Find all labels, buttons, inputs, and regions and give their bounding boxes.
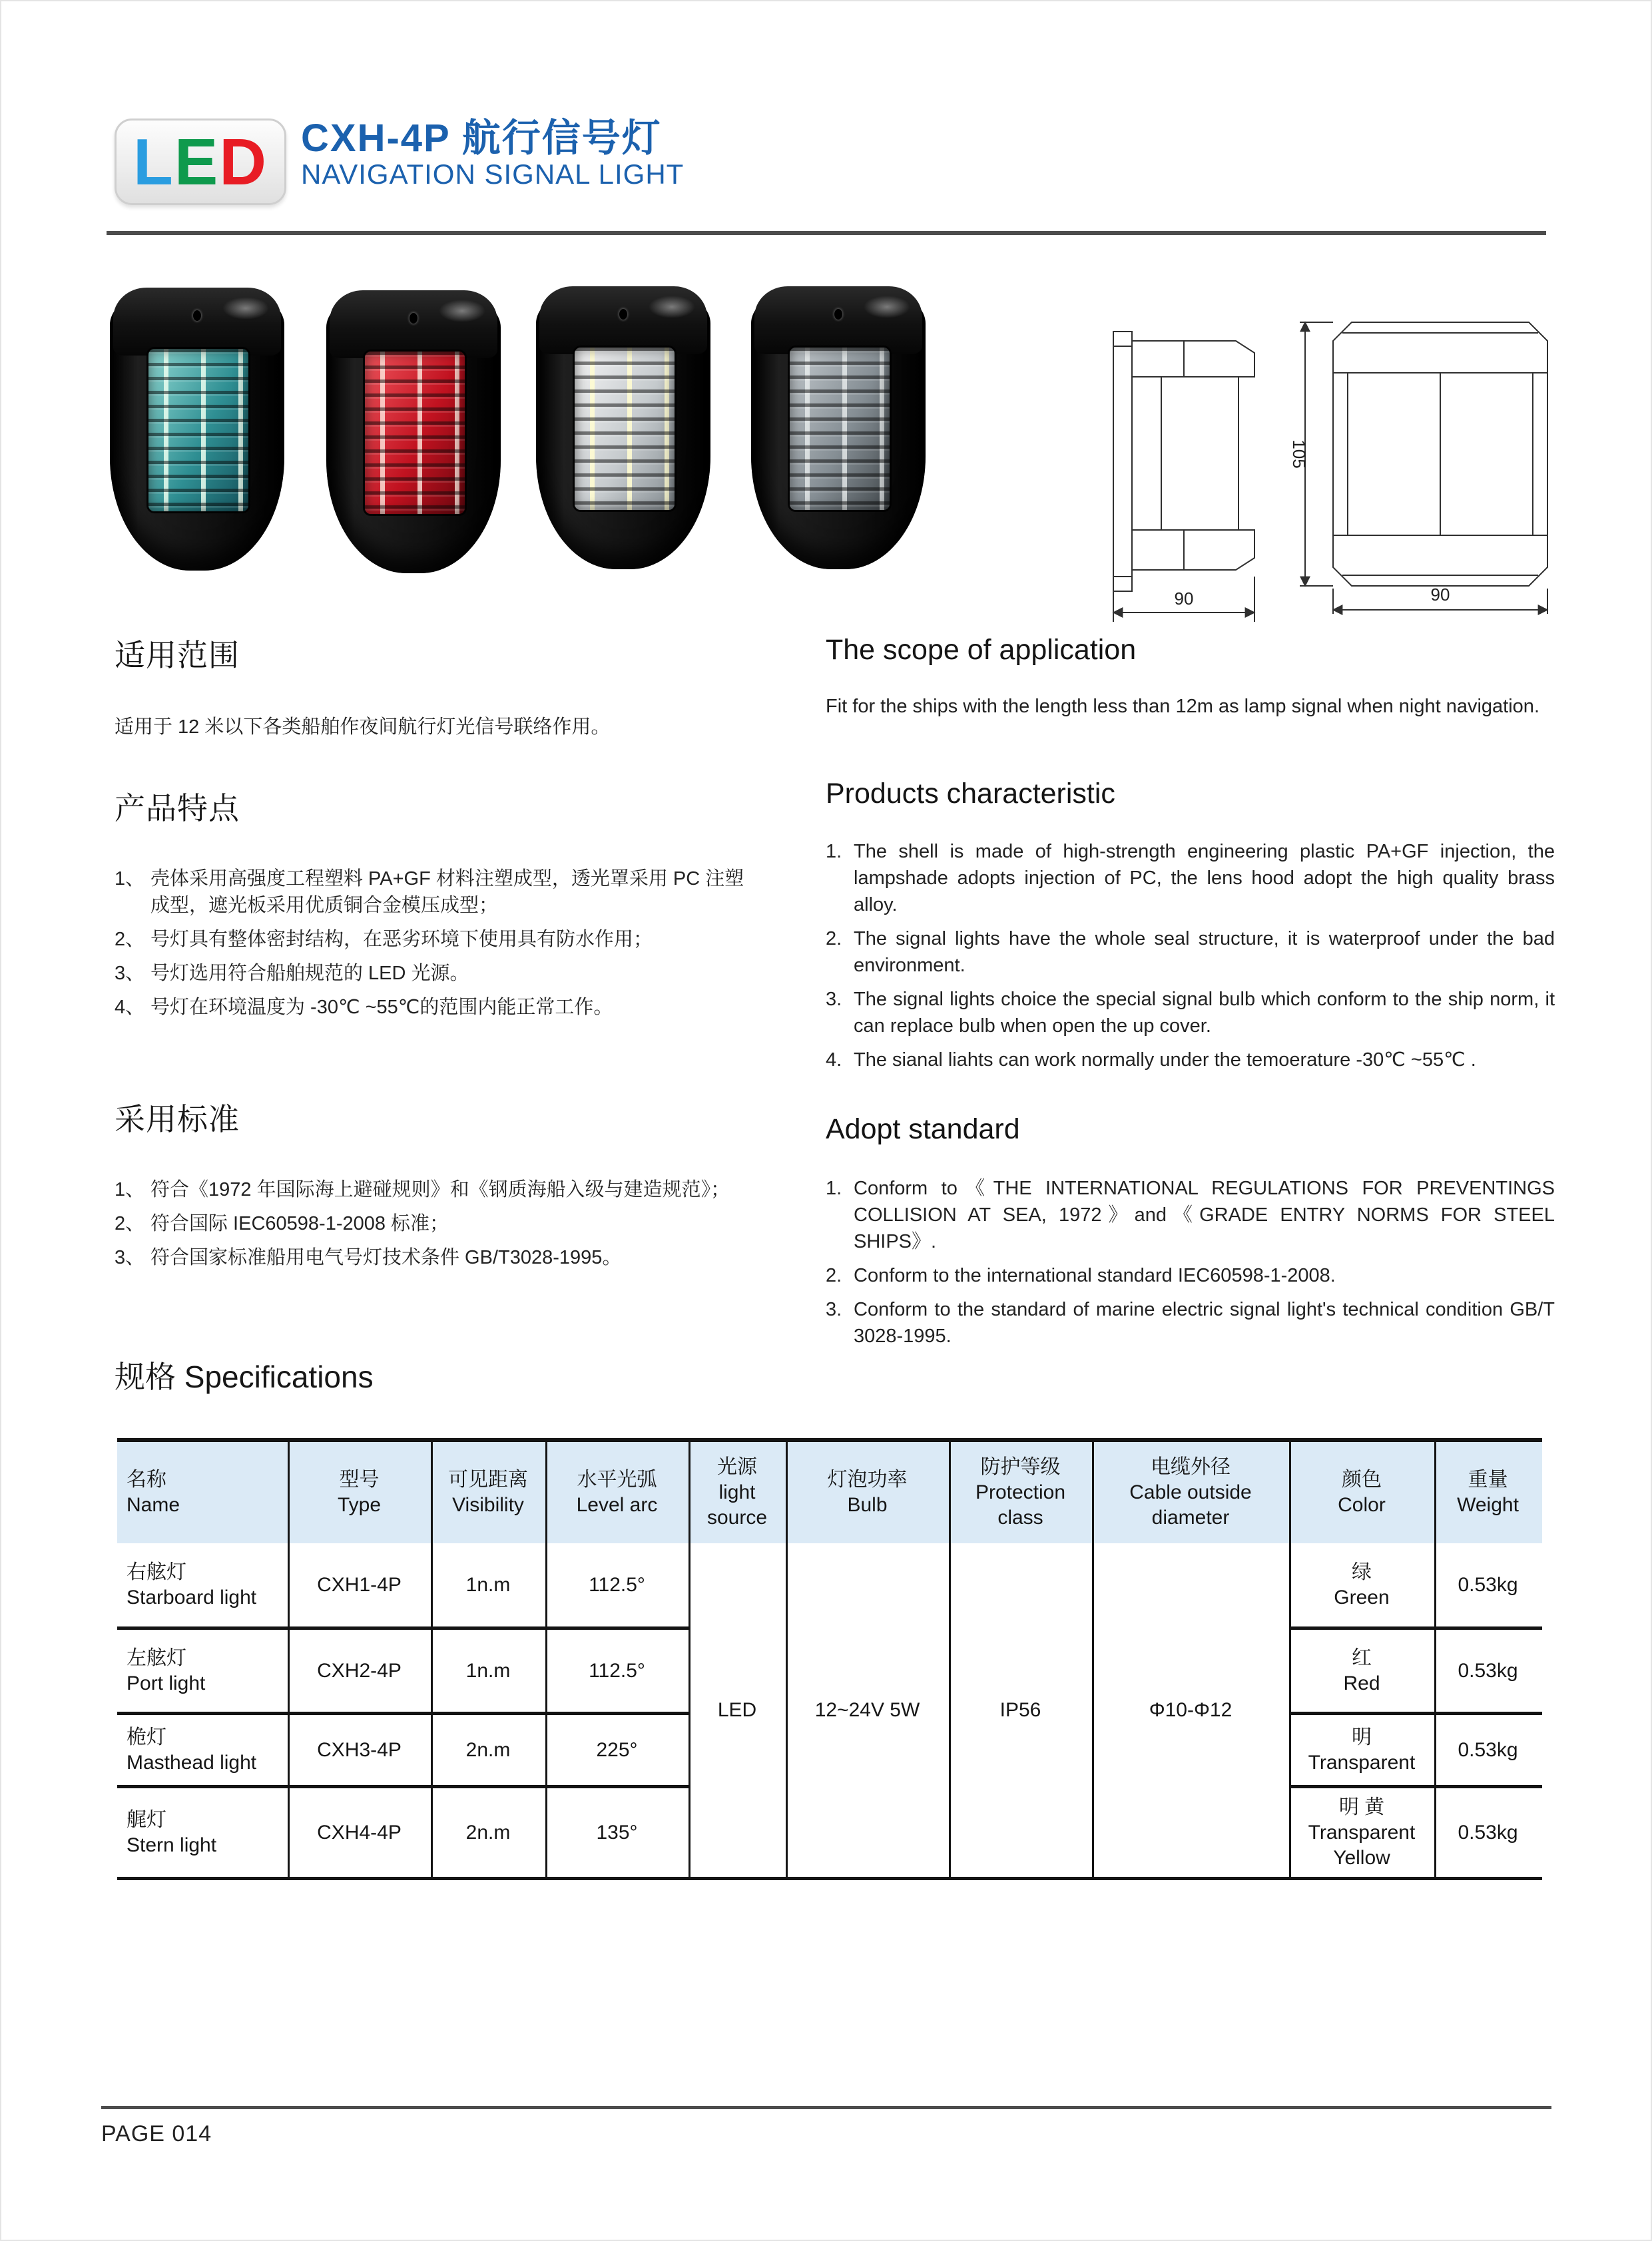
section-scope-en	[826, 634, 1555, 720]
name-en: Port light	[127, 1672, 206, 1694]
features-en-title: Products characteristic	[826, 778, 1115, 810]
scope-zh-body: 适用于 12 米以下各类船舶作夜间航行灯光信号联络作用。	[115, 716, 611, 738]
col-header-en: Protection class	[975, 1481, 1066, 1529]
item-text: Conform to《THE INTERNATIONAL REGULATIONS FOR PREVENTINGS COLLISION AT SEA, 1972》and《GRADE ENTRY NORMS FOR STEEL SHIPS》.	[854, 1178, 1555, 1252]
col-header-weight	[1436, 1442, 1539, 1543]
item-number: 2.	[826, 1265, 842, 1286]
col-header-en: Weight	[1457, 1494, 1519, 1516]
cell-arc-row2: 225°	[596, 1738, 638, 1761]
color-zh: 绿	[1352, 1561, 1372, 1583]
features-en-item	[826, 925, 1555, 979]
col-header-zh: 灯泡功率	[827, 1469, 908, 1491]
footer-divider	[101, 2106, 1551, 2109]
cell-color-row2	[1291, 1715, 1432, 1785]
lamp-screw	[834, 309, 842, 320]
item-text: 号灯具有整体密封结构，在恶劣环境下使用具有防水作用；	[150, 929, 653, 950]
cell-name-row2	[127, 1715, 284, 1785]
standards-zh-item	[115, 1244, 757, 1271]
header-divider	[107, 231, 1546, 235]
features-zh-item	[115, 994, 757, 1021]
name-en: Stern light	[127, 1834, 217, 1856]
features-zh-item	[115, 926, 757, 953]
section-scope-zh	[115, 631, 757, 740]
item-text: 符合国际 IEC60598-1-2008 标准；	[150, 1213, 449, 1234]
item-text: 符合《1972 年国际海上避碰规则》和《钢质海船入级与建造规范》；	[150, 1179, 730, 1200]
color-en: Transparent	[1308, 1751, 1416, 1774]
cell-type-row2: CXH3-4P	[317, 1738, 402, 1761]
item-number: 3、	[115, 1247, 145, 1268]
features-zh-item	[115, 866, 757, 919]
color-en: Green	[1334, 1586, 1390, 1609]
cell-color-row0	[1291, 1543, 1432, 1626]
cell-bulb-merged: 12~24V 5W	[814, 1698, 920, 1721]
item-number: 2、	[115, 929, 145, 950]
col-header-zh: 重量	[1468, 1469, 1508, 1491]
col-header-en: light source	[706, 1481, 768, 1529]
item-number: 2.	[826, 928, 842, 949]
color-zh: 明	[1352, 1726, 1372, 1748]
section-features-zh	[115, 784, 757, 1028]
lamp-lens-red	[365, 352, 465, 514]
item-text: The signal lights choice the special signal bulb which conform to the ship norm, it can replace bulb when open the up cover.	[854, 989, 1555, 1037]
scope-en-title: The scope of application	[826, 634, 1137, 666]
photo-port-light	[326, 290, 501, 573]
standards-en-item	[826, 1262, 1555, 1289]
cell-arc-row3: 135°	[596, 1821, 638, 1844]
dim-side-width: 90	[1174, 589, 1194, 609]
item-text: Conform to the standard of marine electric signal light's technical condition GB/T 3028-1995.	[854, 1299, 1555, 1347]
led-logo-letter-d: D	[219, 125, 268, 198]
color-en: Red	[1343, 1672, 1380, 1694]
section-standards-zh	[115, 1095, 757, 1278]
name-en: Masthead light	[127, 1751, 257, 1774]
lamp-cap	[754, 286, 922, 354]
col-header-zh: 型号	[339, 1469, 380, 1491]
col-header-en: Name	[127, 1494, 180, 1516]
standards-en-item	[826, 1175, 1555, 1255]
lamp-lens-green	[148, 349, 248, 511]
led-logo-letter-e: E	[174, 125, 220, 198]
cell-cable-merged: Φ10-Φ12	[1149, 1698, 1233, 1721]
photo-starboard-light	[110, 288, 284, 571]
col-header-zh: 电缆外径	[1151, 1456, 1231, 1478]
item-number: 1.	[826, 1178, 842, 1199]
item-text: 号灯选用符合船舶规范的 LED 光源。	[150, 963, 469, 984]
standards-zh-item	[115, 1210, 757, 1237]
col-header-zh: 水平光弧	[577, 1469, 657, 1491]
col-header-visibility	[433, 1442, 543, 1543]
col-header-color	[1291, 1442, 1432, 1543]
features-en-item	[826, 838, 1555, 918]
cell-name-row1	[127, 1630, 284, 1712]
color-zh: 明 黄	[1338, 1796, 1385, 1818]
standards-en-title: Adopt standard	[826, 1113, 1020, 1145]
cell-protection-merged: IP56	[999, 1698, 1041, 1721]
cell-weight-row0: 0.53kg	[1458, 1573, 1518, 1596]
col-header-zh: 光源	[717, 1456, 757, 1478]
cell-color-row1	[1291, 1630, 1432, 1712]
name-en: Starboard light	[127, 1586, 257, 1609]
item-number: 4、	[115, 997, 145, 1018]
specifications-title: 规格 Specifications	[115, 1360, 374, 1394]
lamp-screw	[193, 310, 201, 321]
table-bottom-border	[117, 1877, 1542, 1880]
item-text: The sianal liahts can work normally under the temoerature -30℃ ~55℃ .	[854, 1049, 1476, 1071]
col-header-protection	[951, 1442, 1090, 1543]
col-header-zh: 颜色	[1342, 1469, 1382, 1491]
item-text: 号灯在环境温度为 -30℃ ~55℃的范围内能正常工作。	[150, 997, 613, 1018]
name-zh: 艉灯	[127, 1808, 166, 1831]
cell-visibility-row2: 2n.m	[465, 1738, 511, 1761]
item-number: 2、	[115, 1213, 145, 1234]
features-zh-item	[115, 960, 757, 987]
drawing-side-view	[1105, 312, 1285, 638]
col-header-en: Bulb	[847, 1494, 888, 1516]
item-number: 1、	[115, 868, 145, 889]
lamp-lens-smoky	[790, 348, 890, 510]
features-en-item	[826, 986, 1555, 1039]
dim-front-width: 90	[1430, 585, 1450, 605]
color-zh: 红	[1352, 1646, 1372, 1669]
specifications-table	[117, 1438, 1542, 1880]
col-header-level-arc	[547, 1442, 687, 1543]
scope-zh-title: 适用范围	[115, 638, 240, 672]
cell-weight-row2: 0.53kg	[1458, 1738, 1518, 1761]
cell-weight-row3: 0.53kg	[1458, 1821, 1518, 1844]
item-text: Conform to the international standard IEC60598-1-2008.	[854, 1265, 1336, 1286]
item-text: 符合国家标准船用电气号灯技术条件 GB/T3028-1995。	[150, 1247, 622, 1268]
item-text: The shell is made of high-strength engineering plastic PA+GF injection, the lampshade adopts injection of PC, the lens hood adopt the high quality brass alloy.	[854, 841, 1555, 915]
col-header-light-source	[690, 1442, 784, 1543]
cell-visibility-row0: 1n.m	[465, 1573, 511, 1596]
page-title-zh: CXH-4P 航行信号灯	[301, 117, 662, 160]
cell-arc-row0: 112.5°	[589, 1573, 645, 1596]
dim-front-height: 105	[1289, 439, 1309, 469]
col-header-zh: 防护等级	[980, 1456, 1061, 1478]
cell-visibility-row3: 2n.m	[465, 1821, 511, 1844]
section-features-en	[826, 778, 1555, 1081]
cell-type-row3: CXH4-4P	[317, 1821, 402, 1844]
name-zh: 右舷灯	[127, 1561, 186, 1583]
lamp-cap	[539, 286, 707, 354]
col-header-en: Level arc	[576, 1494, 658, 1516]
cell-color-row3	[1291, 1788, 1432, 1877]
cell-name-row0	[127, 1543, 284, 1626]
col-header-en: Type	[337, 1494, 382, 1516]
led-logo-letter-l: L	[133, 125, 174, 198]
col-header-en: Color	[1338, 1494, 1386, 1516]
led-logo	[115, 119, 286, 205]
item-text: 壳体采用高强度工程塑料 PA+GF 材料注塑成型，透光罩采用 PC 注塑成型，遮光板采用优质铜合金模压成型；	[150, 868, 744, 916]
cell-visibility-row1: 1n.m	[465, 1659, 511, 1682]
section-standards-en	[826, 1113, 1555, 1357]
lamp-cap	[330, 290, 497, 358]
cell-arc-row1: 112.5°	[589, 1659, 645, 1682]
page-number: PAGE 014	[101, 2121, 212, 2146]
photo-masthead-light	[536, 286, 710, 569]
item-number: 1、	[115, 1179, 145, 1200]
col-header-cable	[1094, 1442, 1287, 1543]
lamp-screw	[410, 313, 417, 324]
lamp-cap	[113, 288, 281, 356]
scope-en-body: Fit for the ships with the length less than 12m as lamp signal when night navigation.	[826, 696, 1539, 717]
item-number: 3、	[115, 963, 145, 984]
cell-weight-row1: 0.53kg	[1458, 1659, 1518, 1682]
name-zh: 左舷灯	[127, 1646, 186, 1669]
standards-zh-item	[115, 1176, 757, 1203]
item-text: The signal lights have the whole seal structure, it is waterproof under the bad environment.	[854, 928, 1555, 976]
item-number: 3.	[826, 1299, 842, 1320]
cell-type-row1: CXH2-4P	[317, 1659, 402, 1682]
col-header-zh: 可见距离	[448, 1469, 528, 1491]
col-header-en: Visibility	[452, 1494, 524, 1516]
page-title-en: NAVIGATION SIGNAL LIGHT	[301, 158, 685, 190]
item-number: 3.	[826, 989, 842, 1010]
item-number: 4.	[826, 1049, 842, 1071]
col-header-type	[290, 1442, 429, 1543]
color-en: Transparent Yellow	[1308, 1821, 1416, 1869]
col-header-name	[127, 1442, 284, 1543]
col-header-bulb	[788, 1442, 947, 1543]
features-zh-title: 产品特点	[115, 791, 240, 826]
standards-zh-title: 采用标准	[115, 1102, 240, 1136]
photo-stern-light	[751, 286, 926, 569]
standards-en-item	[826, 1296, 1555, 1350]
item-number: 1.	[826, 841, 842, 862]
col-header-zh: 名称	[127, 1469, 166, 1491]
cell-light-source-merged: LED	[717, 1698, 757, 1721]
lamp-lens-clear	[575, 348, 675, 510]
drawing-front-view	[1277, 305, 1563, 638]
col-header-en: Cable outside diameter	[1129, 1481, 1252, 1529]
lamp-screw	[619, 309, 627, 320]
name-zh: 桅灯	[127, 1726, 166, 1748]
cell-type-row0: CXH1-4P	[317, 1573, 402, 1596]
features-en-item	[826, 1047, 1555, 1073]
cell-name-row3	[127, 1788, 284, 1877]
